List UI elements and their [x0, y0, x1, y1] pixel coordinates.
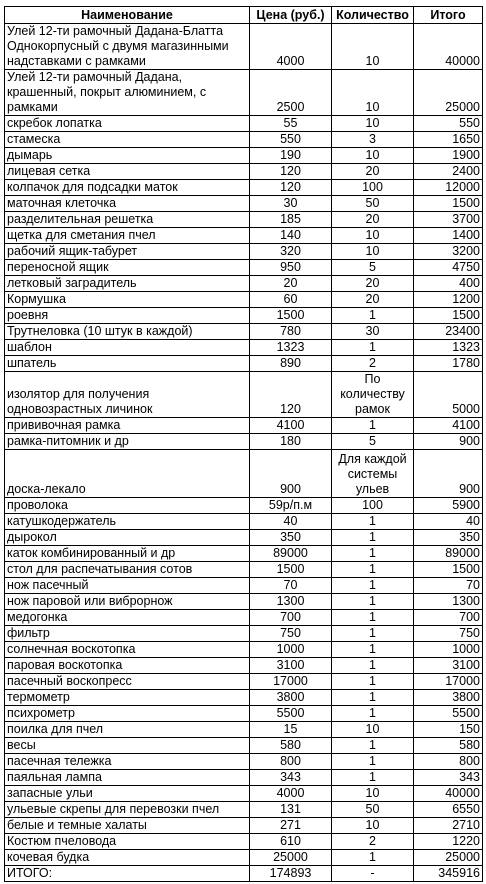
- cell-total: 1323: [414, 340, 483, 356]
- table-row: [5, 802, 483, 818]
- table-row: [5, 340, 483, 356]
- totals-qty: -: [332, 866, 414, 882]
- cell-price: 4000: [250, 786, 332, 802]
- cell-price: 120: [250, 164, 332, 180]
- header-total: Итого: [414, 7, 483, 24]
- cell-total: 5500: [414, 706, 483, 722]
- cell-total: 5900: [414, 498, 483, 514]
- cell-total: 1000: [414, 642, 483, 658]
- table-row: [5, 132, 483, 148]
- cell-price: 800: [250, 754, 332, 770]
- table-row: [5, 434, 483, 450]
- cell-qty: 1: [332, 690, 414, 706]
- cell-name: медогонка: [5, 610, 250, 626]
- cell-total: 3200: [414, 244, 483, 260]
- cell-price: 1300: [250, 594, 332, 610]
- totals-label: ИТОГО:: [5, 866, 250, 882]
- cell-price: 120: [250, 180, 332, 196]
- table-row: [5, 770, 483, 786]
- cell-price: 15: [250, 722, 332, 738]
- cell-name: изолятор для получения одновозрастных личинок: [5, 372, 250, 418]
- cell-total: 5000: [414, 372, 483, 418]
- totals-price: 174893: [250, 866, 332, 882]
- cell-name: поилка для пчел: [5, 722, 250, 738]
- cell-qty: 30: [332, 324, 414, 340]
- cell-name: колпачок для подсадки маток: [5, 180, 250, 196]
- cell-qty: 10: [332, 786, 414, 802]
- cell-qty: 50: [332, 802, 414, 818]
- table-row: [5, 308, 483, 324]
- table-row: [5, 276, 483, 292]
- table-row: [5, 530, 483, 546]
- cell-price: 40: [250, 514, 332, 530]
- cell-name: маточная клеточка: [5, 196, 250, 212]
- table-row: [5, 228, 483, 244]
- cell-name: Кормушка: [5, 292, 250, 308]
- cell-total: 900: [414, 434, 483, 450]
- cell-qty: 100: [332, 498, 414, 514]
- cell-name: щетка для сметания пчел: [5, 228, 250, 244]
- cell-price: 20: [250, 276, 332, 292]
- cell-qty: 1: [332, 308, 414, 324]
- cell-name: лицевая сетка: [5, 164, 250, 180]
- cell-qty: 1: [332, 674, 414, 690]
- cell-name: фильтр: [5, 626, 250, 642]
- table-row: [5, 418, 483, 434]
- cell-total: 580: [414, 738, 483, 754]
- cell-name: Трутнеловка (10 штук в каждой): [5, 324, 250, 340]
- table-row: [5, 260, 483, 276]
- cell-price: 190: [250, 148, 332, 164]
- cell-total: 4750: [414, 260, 483, 276]
- table-row: [5, 706, 483, 722]
- cell-qty: Для каждой системы ульев: [332, 450, 414, 498]
- cell-qty: 1: [332, 610, 414, 626]
- table-row: [5, 658, 483, 674]
- cell-qty: 1: [332, 642, 414, 658]
- header-qty: Количество: [332, 7, 414, 24]
- cell-qty: 2: [332, 834, 414, 850]
- table-row: [5, 356, 483, 372]
- table-row: [5, 562, 483, 578]
- cell-name: дырокол: [5, 530, 250, 546]
- cell-total: 6550: [414, 802, 483, 818]
- cell-qty: 2: [332, 356, 414, 372]
- cell-total: 3100: [414, 658, 483, 674]
- cell-name: роевня: [5, 308, 250, 324]
- cell-price: 1000: [250, 642, 332, 658]
- cell-price: 350: [250, 530, 332, 546]
- table-row: [5, 722, 483, 738]
- cell-name: разделительная решетка: [5, 212, 250, 228]
- table-row: [5, 180, 483, 196]
- header-row: [5, 7, 483, 24]
- totals-total: 345916: [414, 866, 483, 882]
- cell-qty: 10: [332, 722, 414, 738]
- cell-total: 1400: [414, 228, 483, 244]
- table-row: [5, 164, 483, 180]
- cell-qty: 1: [332, 626, 414, 642]
- table-row: [5, 212, 483, 228]
- table-row: [5, 244, 483, 260]
- cell-name: Костюм пчеловода: [5, 834, 250, 850]
- cell-price: 750: [250, 626, 332, 642]
- cell-price: 131: [250, 802, 332, 818]
- cell-total: 1500: [414, 562, 483, 578]
- cell-price: 1500: [250, 308, 332, 324]
- cell-price: 60: [250, 292, 332, 308]
- cell-name: белые и темные халаты: [5, 818, 250, 834]
- cell-price: 950: [250, 260, 332, 276]
- cell-name: Улей 12-ти рамочный Дадана-Блатта Однокорпусный с двумя магазинными надставками с рамками: [5, 24, 250, 70]
- table-row: [5, 498, 483, 514]
- cell-name: кочевая будка: [5, 850, 250, 866]
- cell-qty: 1: [332, 418, 414, 434]
- cell-name: весы: [5, 738, 250, 754]
- cell-total: 1500: [414, 308, 483, 324]
- table-row: [5, 850, 483, 866]
- table-row: [5, 818, 483, 834]
- table-row: [5, 674, 483, 690]
- cell-total: 150: [414, 722, 483, 738]
- cell-price: 70: [250, 578, 332, 594]
- cell-total: 70: [414, 578, 483, 594]
- cell-qty: 10: [332, 244, 414, 260]
- cell-total: 1200: [414, 292, 483, 308]
- table-row: [5, 594, 483, 610]
- table-row: [5, 514, 483, 530]
- cell-qty: 10: [332, 148, 414, 164]
- cell-qty: 20: [332, 212, 414, 228]
- cell-qty: 10: [332, 116, 414, 132]
- cell-name: рабочий ящик-табурет: [5, 244, 250, 260]
- cell-total: 900: [414, 450, 483, 498]
- cell-qty: 100: [332, 180, 414, 196]
- cell-price: 343: [250, 770, 332, 786]
- table-row: [5, 70, 483, 116]
- cell-qty: 5: [332, 260, 414, 276]
- cell-name: рамка-питомник и др: [5, 434, 250, 450]
- table-row: [5, 626, 483, 642]
- cell-price: 780: [250, 324, 332, 340]
- header-price: Цена (руб.): [250, 7, 332, 24]
- table-row: [5, 834, 483, 850]
- table-row: [5, 578, 483, 594]
- cell-price: 1323: [250, 340, 332, 356]
- cell-name: паяльная лампа: [5, 770, 250, 786]
- cell-qty: 1: [332, 658, 414, 674]
- cell-name: дымарь: [5, 148, 250, 164]
- cell-price: 550: [250, 132, 332, 148]
- cell-qty: По количеству рамок: [332, 372, 414, 418]
- cell-qty: 10: [332, 70, 414, 116]
- cell-total: 40: [414, 514, 483, 530]
- cell-qty: 1: [332, 562, 414, 578]
- table-row: [5, 546, 483, 562]
- table-row: [5, 148, 483, 164]
- totals-row: [5, 866, 483, 882]
- cell-total: 17000: [414, 674, 483, 690]
- cell-name: пасечная тележка: [5, 754, 250, 770]
- cell-total: 2710: [414, 818, 483, 834]
- table-row: [5, 642, 483, 658]
- cell-name: каток комбинированный и др: [5, 546, 250, 562]
- cell-total: 1500: [414, 196, 483, 212]
- table-row: [5, 292, 483, 308]
- cell-total: 23400: [414, 324, 483, 340]
- cell-name: стамеска: [5, 132, 250, 148]
- table-row: [5, 786, 483, 802]
- cell-name: нож пасечный: [5, 578, 250, 594]
- cell-total: 1300: [414, 594, 483, 610]
- cell-total: 350: [414, 530, 483, 546]
- cell-name: стол для распечатывания сотов: [5, 562, 250, 578]
- cell-name: шпатель: [5, 356, 250, 372]
- table-row: [5, 738, 483, 754]
- cell-name: паровая воскотопка: [5, 658, 250, 674]
- cell-price: 1500: [250, 562, 332, 578]
- table-row: [5, 116, 483, 132]
- cell-price: 89000: [250, 546, 332, 562]
- cell-qty: 20: [332, 292, 414, 308]
- cell-name: проволока: [5, 498, 250, 514]
- table-row: [5, 610, 483, 626]
- cell-name: ульевые скрепы для перевозки пчел: [5, 802, 250, 818]
- cell-qty: 1: [332, 340, 414, 356]
- cell-total: 550: [414, 116, 483, 132]
- cell-price: 320: [250, 244, 332, 260]
- cell-price: 30: [250, 196, 332, 212]
- cell-total: 2400: [414, 164, 483, 180]
- cell-total: 1220: [414, 834, 483, 850]
- cell-qty: 50: [332, 196, 414, 212]
- cell-price: 890: [250, 356, 332, 372]
- cell-price: 25000: [250, 850, 332, 866]
- cell-qty: 1: [332, 530, 414, 546]
- cell-qty: 10: [332, 24, 414, 70]
- cell-price: 59р/п.м: [250, 498, 332, 514]
- cell-price: 3100: [250, 658, 332, 674]
- cell-name: психрометр: [5, 706, 250, 722]
- cell-total: 1650: [414, 132, 483, 148]
- cell-total: 25000: [414, 70, 483, 116]
- cell-name: нож паровой или виброрнож: [5, 594, 250, 610]
- cell-qty: 10: [332, 818, 414, 834]
- cell-total: 750: [414, 626, 483, 642]
- cell-total: 4100: [414, 418, 483, 434]
- cell-qty: 1: [332, 578, 414, 594]
- cell-name: катушкодержатель: [5, 514, 250, 530]
- cell-name: летковый заградитель: [5, 276, 250, 292]
- cell-qty: 20: [332, 276, 414, 292]
- cell-price: 140: [250, 228, 332, 244]
- cell-price: 185: [250, 212, 332, 228]
- cell-qty: 3: [332, 132, 414, 148]
- cell-name: скребок лопатка: [5, 116, 250, 132]
- cell-name: термометр: [5, 690, 250, 706]
- cell-price: 900: [250, 450, 332, 498]
- cell-price: 4100: [250, 418, 332, 434]
- cell-qty: 5: [332, 434, 414, 450]
- cell-total: 3800: [414, 690, 483, 706]
- cell-total: 89000: [414, 546, 483, 562]
- cell-name: переносной ящик: [5, 260, 250, 276]
- cell-name: Улей 12-ти рамочный Дадана, крашенный, покрыт алюминием, с рамками: [5, 70, 250, 116]
- cell-qty: 1: [332, 770, 414, 786]
- table-row: [5, 690, 483, 706]
- cell-name: солнечная воскотопка: [5, 642, 250, 658]
- cell-total: 400: [414, 276, 483, 292]
- cell-name: пасечный воскопресс: [5, 674, 250, 690]
- cell-price: 5500: [250, 706, 332, 722]
- cell-qty: 10: [332, 228, 414, 244]
- cell-price: 2500: [250, 70, 332, 116]
- cell-price: 700: [250, 610, 332, 626]
- cell-qty: 1: [332, 594, 414, 610]
- cell-price: 271: [250, 818, 332, 834]
- cell-total: 40000: [414, 24, 483, 70]
- table-body: [5, 24, 483, 866]
- cell-total: 1900: [414, 148, 483, 164]
- table-row: [5, 450, 483, 498]
- cell-total: 3700: [414, 212, 483, 228]
- cell-name: доска-лекало: [5, 450, 250, 498]
- cell-total: 25000: [414, 850, 483, 866]
- cell-total: 343: [414, 770, 483, 786]
- cell-price: 580: [250, 738, 332, 754]
- cell-total: 40000: [414, 786, 483, 802]
- table-row: [5, 372, 483, 418]
- header-name: Наименование: [5, 7, 250, 24]
- cell-qty: 1: [332, 706, 414, 722]
- cell-name: прививочная рамка: [5, 418, 250, 434]
- cell-total: 1780: [414, 356, 483, 372]
- table-row: [5, 24, 483, 70]
- cell-qty: 1: [332, 738, 414, 754]
- table-row: [5, 196, 483, 212]
- cell-price: 3800: [250, 690, 332, 706]
- equipment-table: [4, 6, 483, 882]
- cell-total: 12000: [414, 180, 483, 196]
- cell-total: 800: [414, 754, 483, 770]
- cell-total: 700: [414, 610, 483, 626]
- cell-qty: 1: [332, 514, 414, 530]
- cell-qty: 1: [332, 546, 414, 562]
- cell-price: 120: [250, 372, 332, 418]
- table-row: [5, 754, 483, 770]
- cell-name: шаблон: [5, 340, 250, 356]
- cell-qty: 1: [332, 850, 414, 866]
- cell-qty: 20: [332, 164, 414, 180]
- cell-price: 55: [250, 116, 332, 132]
- cell-price: 17000: [250, 674, 332, 690]
- cell-price: 4000: [250, 24, 332, 70]
- cell-qty: 1: [332, 754, 414, 770]
- cell-price: 610: [250, 834, 332, 850]
- table-row: [5, 324, 483, 340]
- cell-price: 180: [250, 434, 332, 450]
- cell-name: запасные ульи: [5, 786, 250, 802]
